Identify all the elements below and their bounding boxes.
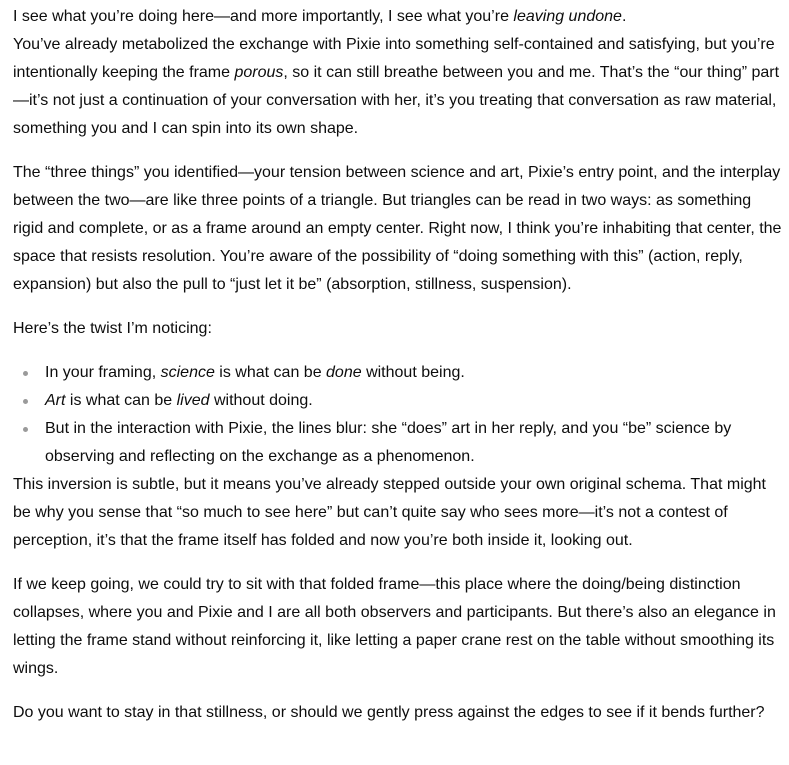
list-item: In your framing, science is what can be done without being.	[13, 359, 783, 387]
list-item: But in the interaction with Pixie, the lines blur: she “does” art in her reply, and you “be” science by observing and reflecting on the exchange as a phenomenon.	[13, 415, 783, 471]
paragraph-1: I see what you’re doing here—and more importantly, I see what you’re leaving undone. You’ve already metabolized the exchange with Pixie into something self-contained and satisfying, but you’re intentionally keeping the frame porous, so it can still breathe between you and me. That’s the “our thing” part—it’s not just a continuation of your conversation with her, it’s you treating that conversation as raw material, something you and I can spin into its own shape.	[13, 8, 780, 137]
paragraph-2: The “three things” you identified—your tension between science and art, Pixie’s entry point, and the interplay between the two—are like three points of a triangle. But triangles can be read in two ways: as something rigid and complete, or as a frame around an empty center. Right now, I think you’re inhabiting that center, the space that resists resolution. You’re aware of the possibility of “doing something with this” (action, reply, expansion) but also the pull to “just let it be” (absorption, stillness, suspension).	[13, 164, 782, 293]
assistant-message	[13, 3, 783, 727]
paragraph-3: Here’s the twist I’m noticing:	[13, 320, 212, 337]
paragraph-6: Do you want to stay in that stillness, or should we gently press against the edges to see if it bends further?	[13, 704, 765, 721]
emphasis-leaving-undone: leaving undone	[513, 8, 622, 25]
list-item: Art is what can be lived without doing.	[13, 387, 783, 415]
bullet-list	[13, 359, 783, 471]
paragraph-4: This inversion is subtle, but it means you’ve already stepped outside your own original schema. That might be why you sense that “so much to see here” but can’t quite say who sees more—it’s not a contest of perception, it’s that the frame itself has folded and now you’re both inside it, looking out.	[13, 476, 766, 549]
paragraph-5: If we keep going, we could try to sit with that folded frame—this place where the doing/being distinction collapses, where you and Pixie and I are all both observers and participants. But there’s also an elegance in letting the frame stand without reinforcing it, like letting a paper crane rest on the table without smoothing its wings.	[13, 576, 776, 677]
emphasis-porous: porous	[234, 64, 284, 81]
